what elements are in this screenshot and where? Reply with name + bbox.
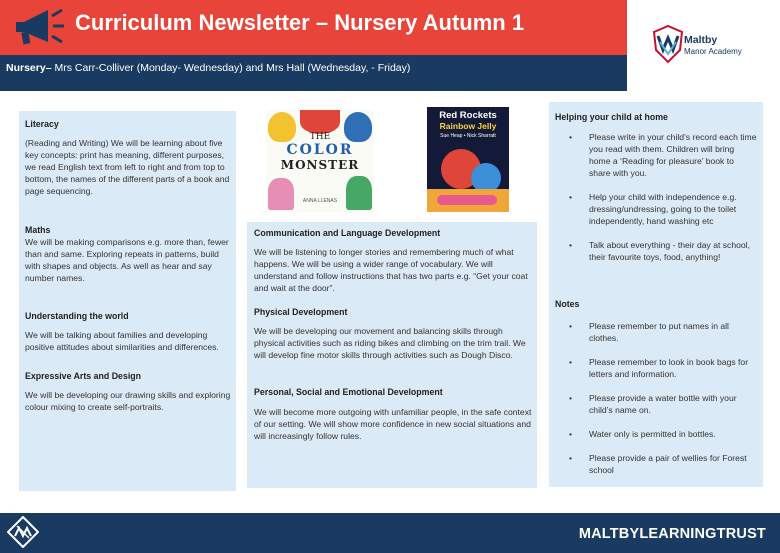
book-cover-color-monster xyxy=(266,110,374,212)
world-heading: Understanding the world xyxy=(25,311,129,321)
staff-line xyxy=(6,62,410,74)
notes-item: • Water only is permitted in bottles. xyxy=(549,428,757,440)
arts-text: We will be developing our drawing skills and exploring colour mixing to create self-portraits. xyxy=(25,390,231,412)
help-list xyxy=(549,131,757,263)
book2-title-line1: Red Rockets xyxy=(439,110,497,121)
notes-list xyxy=(549,320,757,476)
help-item: • Help your child with independence e.g. dressing/undressing, going to the toilet independently, hand washing etc xyxy=(549,191,757,227)
literacy-text: (Reading and Writing) We will be learning about five key concepts: print has meaning, different purposes, we read English text from left to right and from top to bottom, the names of the different parts of a book and page sequencing. xyxy=(25,138,230,196)
help-item: • Please write in your child’s record each time you read with them. Children will bring home a ‘Reading for pleasure’ book to share with you. xyxy=(549,131,757,179)
school-crest-logo xyxy=(652,24,684,64)
notes-item: • Please remember to put names in all clothes. xyxy=(549,320,757,344)
staff-label: Nursery– xyxy=(6,62,52,74)
book2-title-line2: Rainbow Jelly xyxy=(439,121,497,131)
comm-heading: Communication and Language Development xyxy=(254,228,441,238)
maths-text: We will be making comparisons e.g. more than, fewer than and same. Exploring repeats in patterns, build with shapes and objects. As well as hear and say number names. xyxy=(25,237,229,283)
arts-heading: Expressive Arts and Design xyxy=(25,371,142,381)
book2-author: Sue Heap • Nick Sharratt xyxy=(440,133,496,139)
world-text: We will be talking about families and developing positive attitudes about similarities and differences. xyxy=(25,330,219,352)
school-name-sub: Manor Academy xyxy=(684,47,742,56)
right-panel xyxy=(549,102,763,487)
book1-author: ANNA LLENAS xyxy=(302,198,338,204)
book1-title-line2: COLOR xyxy=(286,142,354,158)
phys-heading: Physical Development xyxy=(254,307,348,317)
footer-brand: MALTBYLEARNINGTRUST xyxy=(578,526,766,542)
pse-text: We will become more outgoing with unfamiliar people, in the safe context of our setting. We will show more confidence in new social situations and will increasingly follow rules. xyxy=(254,407,532,441)
help-heading: Helping your child at home xyxy=(555,112,668,122)
notes-item: • Please provide a water bottle with your child’s name on. xyxy=(549,392,757,416)
middle-panel xyxy=(247,222,537,488)
trust-logo xyxy=(7,516,39,548)
notes-heading: Notes xyxy=(555,299,580,309)
school-name-main: Maltby xyxy=(684,34,718,46)
left-panel xyxy=(19,111,236,491)
pse-heading: Personal, Social and Emotional Development xyxy=(254,387,443,397)
help-item: • Talk about everything - their day at school, their favourite toys, food, anything! xyxy=(549,239,757,263)
phys-text: We will be developing our movement and balancing skills through physical activities such as riding bikes and climbing on the trim trail. We will develop fine motor skills through activities such as Dough Disco. xyxy=(254,326,526,360)
maths-heading: Maths xyxy=(25,225,51,235)
page-title: Curriculum Newsletter – Nursery Autumn 1 xyxy=(75,10,525,35)
staff-text: Mrs Carr-Colliver (Monday- Wednesday) and Mrs Hall (Wednesday, - Friday) xyxy=(51,62,411,74)
megaphone-icon xyxy=(10,6,66,50)
literacy-heading: Literacy xyxy=(25,119,59,129)
notes-item: • Please remember to look in book bags for letters and information. xyxy=(549,356,757,380)
comm-text: We will be listening to longer stories and remembering much of what happens. We will be using a wider range of vocabulary. We will understand and follow instructions that has two parts e.g. “Get your coat and wait at the door”. xyxy=(254,247,528,293)
book1-title-line3: MONSTER xyxy=(280,158,360,172)
notes-item: • Please provide a pair of wellies for Forest school xyxy=(549,452,757,476)
book-cover-red-rockets xyxy=(427,107,509,212)
school-name xyxy=(684,34,742,58)
book1-title-line1: THE xyxy=(309,132,331,142)
